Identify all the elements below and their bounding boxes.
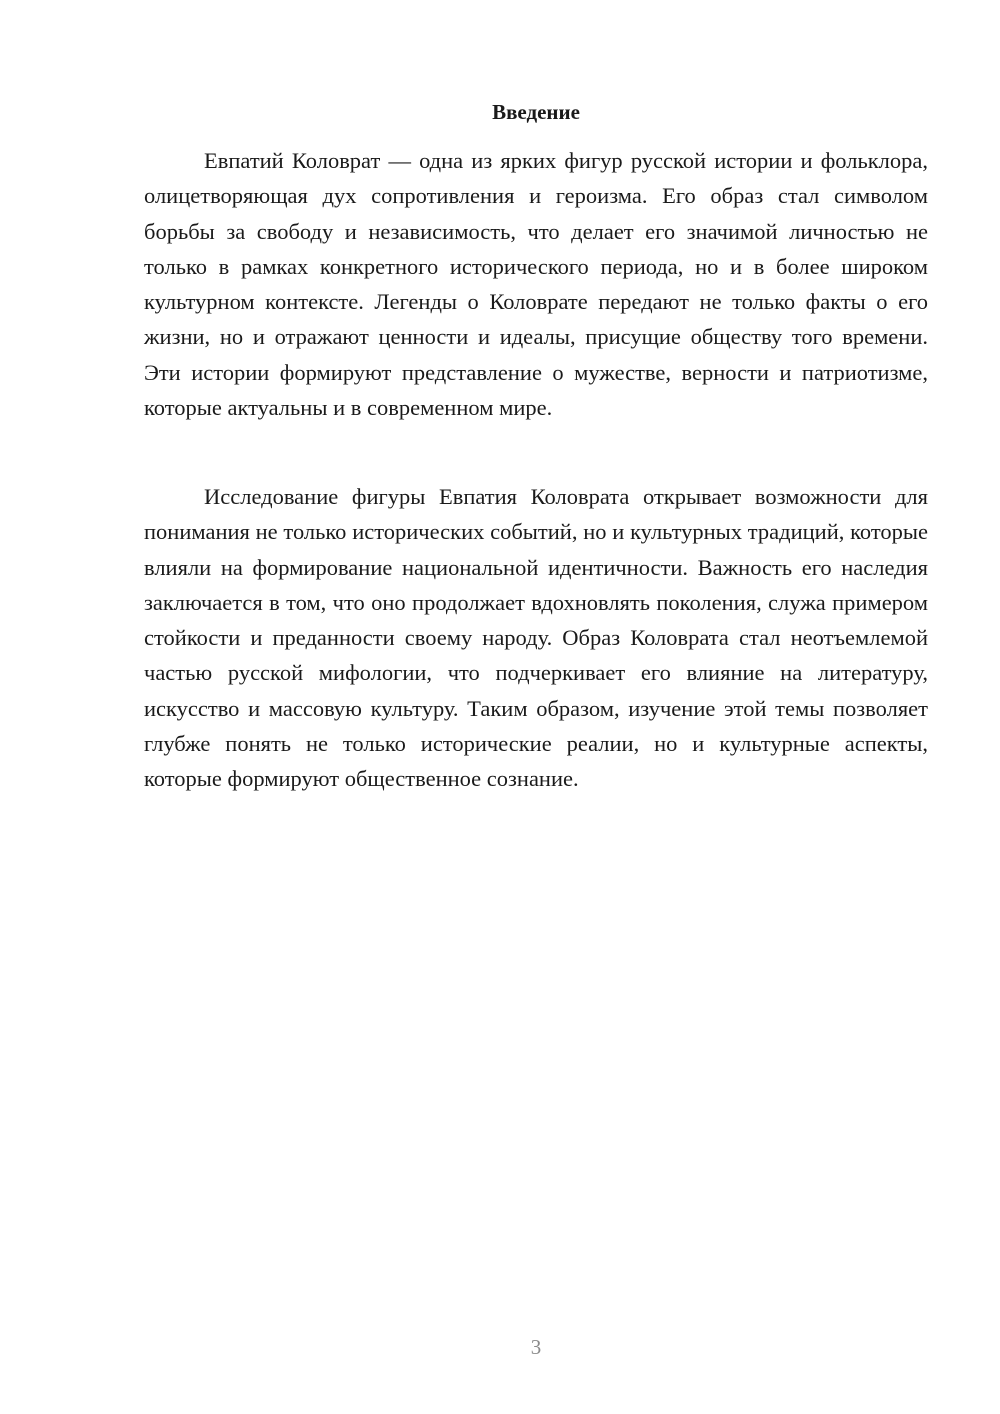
section-heading: Введение bbox=[492, 100, 580, 124]
paragraph-intro: Евпатий Коловрат — одна из ярких фигур русской истории и фольклора, олицетворяющая дух сопротивления и героизма. Его образ стал символом борьбы за свободу и независимость, что делает его значимой личностью не только в рамках конкретного исторического периода, но и в более широком культурном контексте. Легенды о Коловрате передают не только факты о его жизни, но и отражают ценности и идеалы, присущие обществу того времени. Эти истории формируют представление о мужестве, верности и патриотизме, которые актуальны и в современном мире. bbox=[144, 148, 928, 421]
page-number: 3 bbox=[530, 1335, 542, 1359]
paragraph-research: Исследование фигуры Евпатия Коловрата открывает возможности для понимания не только исторических событий, но и культурных традиций, которые влияли на формирование национальной идентичности. Важность его наследия заключается в том, что оно продолжает вдохновлять поколения, служа примером стойкости и преданности своему народу. Образ Коловрата стал неотъемлемой частью русской мифологии, что подчеркивает его влияние на литературу, искусство и массовую культуру. Таким образом, изучение этой темы позволяет глубже понять не только исторические реалии, но и культурные аспекты, которые формируют общественное сознание. bbox=[144, 484, 928, 792]
